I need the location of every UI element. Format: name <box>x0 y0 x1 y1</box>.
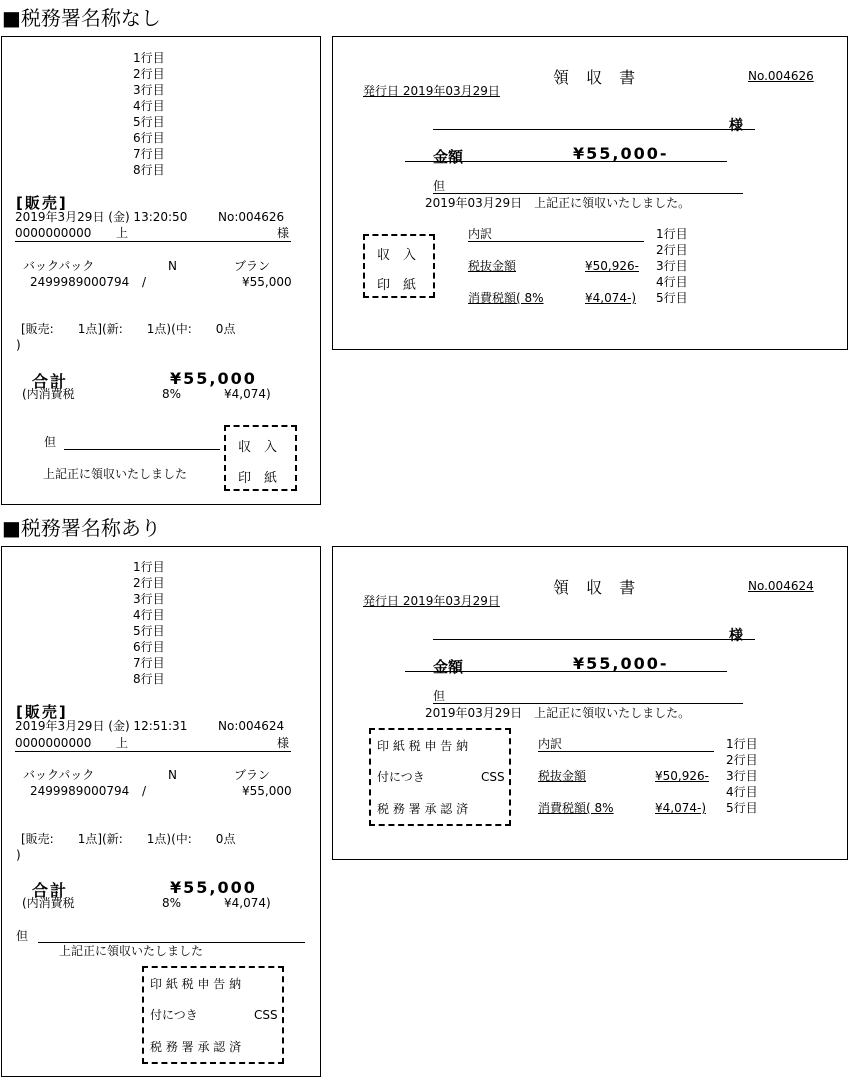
invoice-line: 2行目 <box>656 243 688 257</box>
tax-value: ¥4,074-) <box>655 801 706 815</box>
tax-rate: 8% <box>162 387 182 401</box>
amount-value: ¥55,000- <box>573 654 669 673</box>
invoice-number: No.004626 <box>748 69 814 83</box>
tax-label: 消費税額( 8% <box>468 291 544 305</box>
invoice-line: 3行目 <box>726 769 758 783</box>
header-line: 6行目 <box>133 640 165 654</box>
invoice-stamp-line3: 税 務 署 承 認 済 <box>377 802 469 816</box>
section-heading: ■税務署名称あり <box>2 516 161 540</box>
invoice-lines <box>726 737 758 817</box>
invoice-tax-office-stamp <box>369 728 511 826</box>
item-price: ¥55,000 <box>242 784 292 798</box>
invoice-line: 1行目 <box>726 737 758 751</box>
receipt-number: No:004626 <box>218 210 285 224</box>
invoice-tadashi: 但 <box>433 689 446 703</box>
receipt-datetime: 2019年3月29日 (金) 12:51:31 <box>15 719 188 733</box>
invoice-stamp-line2a: 付につき <box>377 770 425 784</box>
addressee-sama: 様 <box>729 118 743 134</box>
item-code: N <box>168 259 177 273</box>
item-slash: / <box>142 275 147 289</box>
amount-label: 金額 <box>433 148 464 166</box>
invoice-line: 5行目 <box>726 801 758 815</box>
invoice-stamp-line1: 印 紙 税 申 告 納 <box>377 739 469 753</box>
amount-value: ¥55,000- <box>573 144 669 163</box>
header-line: 4行目 <box>133 608 165 622</box>
item-jan: 2499989000794 <box>30 784 130 798</box>
tadashi-underline <box>64 449 220 450</box>
header-line: 5行目 <box>133 115 165 129</box>
tadashi-underline <box>38 942 305 943</box>
receipt-slip <box>1 546 321 1077</box>
addressee-sama: 様 <box>729 628 743 644</box>
item-brand: ブラン <box>234 259 271 273</box>
invoice-revenue-stamp <box>363 234 435 298</box>
customer-prefix: 上 <box>116 736 129 750</box>
breakdown-line <box>468 241 644 242</box>
item-jan: 2499989000794 <box>30 275 130 289</box>
customer-code: 0000000000 <box>15 226 92 240</box>
excl-label: 税抜金額 <box>538 769 587 783</box>
header-line: 7行目 <box>133 147 165 161</box>
invoice-title: 領 収 書 <box>553 68 642 87</box>
breakdown-label: 内訳 <box>468 227 493 241</box>
receipt-datetime: 2019年3月29日 (金) 13:20:50 <box>15 210 188 224</box>
invoice-tadashi-line <box>433 193 743 194</box>
customer-prefix: 上 <box>116 226 129 240</box>
item-price: ¥55,000 <box>242 275 292 289</box>
stamp-line3: 税 務 署 承 認 済 <box>150 1040 242 1054</box>
issue-date: 発行日 2019年03月29日 <box>363 594 500 608</box>
invoice-tadashi: 但 <box>433 179 446 193</box>
item-name: バックパック <box>23 259 95 273</box>
invoice-stamp-bottom: 印 紙 <box>377 278 417 293</box>
header-line: 2行目 <box>133 576 165 590</box>
stamp-line2b: CSS <box>254 1008 278 1022</box>
excl-value: ¥50,926- <box>655 769 709 783</box>
total-label: 合計 <box>32 881 69 900</box>
header-line: 8行目 <box>133 672 165 686</box>
customer-code: 0000000000 <box>15 736 92 750</box>
total-value: ¥55,000 <box>170 369 257 388</box>
breakdown-label: 内訳 <box>538 737 563 751</box>
tax-value: ¥4,074) <box>224 387 271 401</box>
header-lines <box>133 560 165 688</box>
header-line: 2行目 <box>133 67 165 81</box>
invoice-lines <box>656 227 688 307</box>
total-label: 合計 <box>32 372 69 391</box>
tax-value: ¥4,074-) <box>585 291 636 305</box>
sale-label: [販売] <box>16 194 68 212</box>
amount-label: 金額 <box>433 658 464 676</box>
receipt-slip <box>1 36 321 505</box>
count-close: ) <box>16 848 21 862</box>
section-heading: ■税務署名称なし <box>2 6 161 30</box>
invoice-form <box>332 36 848 350</box>
tadashi-label: 但 <box>16 929 29 943</box>
customer-underline <box>15 241 291 242</box>
invoice-received: 2019年03月29日 上記正に領収いたしました。 <box>425 706 691 720</box>
addressee-line <box>433 639 755 640</box>
invoice-line: 3行目 <box>656 259 688 273</box>
customer-sama: 様 <box>277 226 290 240</box>
item-brand: ブラン <box>234 768 271 782</box>
tax-rate: 8% <box>162 896 182 910</box>
tax-value: ¥4,074) <box>224 896 271 910</box>
sale-label: [販売] <box>16 703 68 721</box>
issue-date: 発行日 2019年03月29日 <box>363 84 500 98</box>
invoice-title: 領 収 書 <box>553 578 642 597</box>
invoice-line: 4行目 <box>656 275 688 289</box>
header-line: 7行目 <box>133 656 165 670</box>
header-line: 1行目 <box>133 560 165 574</box>
stamp-bottom-text: 印 紙 <box>238 471 278 486</box>
tax-label: (内消費税 <box>22 896 75 910</box>
invoice-tadashi-line <box>433 703 743 704</box>
customer-underline <box>15 751 291 752</box>
header-line: 8行目 <box>133 163 165 177</box>
stamp-line1: 印 紙 税 申 告 納 <box>150 977 242 991</box>
item-code: N <box>168 768 177 782</box>
count-line: [販売: 1点](新: 1点)(中: 0点 <box>21 322 236 336</box>
tadashi-label: 但 <box>44 435 57 449</box>
invoice-line: 4行目 <box>726 785 758 799</box>
revenue-stamp-box <box>224 425 297 491</box>
amount-underline <box>405 671 727 672</box>
header-lines <box>133 51 165 179</box>
received-text: 上記正に領収いたしました <box>59 944 204 958</box>
receipt-number: No:004624 <box>218 719 285 733</box>
stamp-top-text: 収 入 <box>238 440 278 455</box>
breakdown-line <box>538 751 714 752</box>
header-line: 4行目 <box>133 99 165 113</box>
invoice-line: 5行目 <box>656 291 688 305</box>
excl-label: 税抜金額 <box>468 259 517 273</box>
item-slash: / <box>142 784 147 798</box>
invoice-received: 2019年03月29日 上記正に領収いたしました。 <box>425 196 691 210</box>
tax-label: (内消費税 <box>22 387 75 401</box>
tax-office-stamp-box <box>142 966 284 1064</box>
header-line: 1行目 <box>133 51 165 65</box>
header-line: 6行目 <box>133 131 165 145</box>
excl-value: ¥50,926- <box>585 259 639 273</box>
received-text: 上記正に領収いたしました <box>43 467 188 481</box>
amount-underline <box>405 161 727 162</box>
stamp-line2a: 付につき <box>150 1008 198 1022</box>
invoice-line: 1行目 <box>656 227 688 241</box>
header-line: 5行目 <box>133 624 165 638</box>
invoice-form <box>332 546 848 860</box>
count-close: ) <box>16 338 21 352</box>
tax-label: 消費税額( 8% <box>538 801 614 815</box>
item-name: バックパック <box>23 768 95 782</box>
invoice-stamp-top: 収 入 <box>377 248 417 263</box>
header-line: 3行目 <box>133 592 165 606</box>
invoice-number: No.004624 <box>748 579 814 593</box>
addressee-line <box>433 129 755 130</box>
invoice-stamp-line2b: CSS <box>481 770 505 784</box>
invoice-line: 2行目 <box>726 753 758 767</box>
customer-sama: 様 <box>277 736 290 750</box>
header-line: 3行目 <box>133 83 165 97</box>
total-value: ¥55,000 <box>170 878 257 897</box>
count-line: [販売: 1点](新: 1点)(中: 0点 <box>21 832 236 846</box>
